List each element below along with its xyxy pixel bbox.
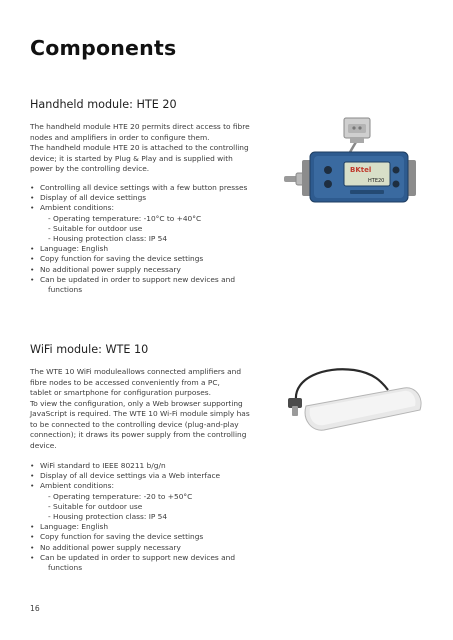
section-heading-hte20: Handheld module: HTE 20 [30, 98, 177, 111]
paragraph-line: device. [30, 440, 57, 450]
hte20-feature-list [30, 183, 280, 295]
device-brand-label: BKtel [350, 166, 372, 174]
section-heading-wte10: WiFi module: WTE 10 [30, 343, 149, 356]
list-item: • Can be updated in order to support new devices and [30, 275, 280, 285]
list-item: • Ambient conditions: [30, 481, 280, 491]
list-item: • Ambient conditions: [30, 203, 280, 213]
list-item: - Suitable for outdoor use [48, 223, 143, 233]
paragraph-line: JavaScript is required. The WTE 10 Wi-Fi module simply has [30, 409, 250, 418]
list-item: - Operating temperature: -20 to +50°C [48, 491, 193, 501]
list-item: • WiFi standard to IEEE 80211 b/g/n [30, 461, 280, 471]
page-number: 16 [30, 604, 40, 613]
list-item: • Controlling all device settings with a few button presses [30, 183, 280, 193]
wte10-device-image [284, 358, 434, 438]
list-item: • Copy function for saving the device settings [30, 532, 280, 542]
paragraph-line: to be connected to the controlling device (plug-and-play [30, 419, 239, 429]
list-item: • No additional power supply necessary [30, 543, 280, 553]
list-item: • Language: English [30, 244, 280, 254]
list-item: • No additional power supply necessary [30, 265, 280, 275]
paragraph-line: fibre nodes to be accessed conveniently from a PC, [30, 377, 220, 387]
page-title: Components [30, 36, 177, 60]
list-item: functions [48, 563, 83, 573]
paragraph-line: connection); it draws its power supply from the controlling [30, 430, 247, 439]
list-item: functions [48, 285, 83, 295]
list-item: - Operating temperature: -10°C to +40°C [48, 213, 202, 223]
list-item: • Can be updated in order to support new devices and [30, 553, 280, 563]
list-item: • Display of all device settings [30, 193, 280, 203]
list-item: • Display of all device settings via a Web interface [30, 471, 280, 481]
paragraph-line: To view the configuration, only a Web browser supporting [30, 398, 243, 408]
paragraph-line: The WTE 10 WiFi moduleallows connected amplifiers and [30, 367, 242, 376]
list-item: - Suitable for outdoor use [48, 501, 143, 511]
list-item: • Copy function for saving the device settings [30, 254, 280, 264]
list-item: - Housing protection class: IP 54 [48, 234, 168, 244]
paragraph-line: The handheld module HTE 20 permits direct access to fibre [30, 122, 250, 131]
device-model-label: HTE20 [368, 178, 385, 184]
wte10-feature-list [30, 461, 280, 573]
hte20-device-image [284, 112, 434, 212]
wte10-description [30, 367, 282, 451]
list-item: • Language: English [30, 522, 280, 532]
paragraph-line: The handheld module HTE 20 is attached to the controlling [30, 143, 249, 152]
paragraph-line: nodes and amplifiers in order to configure them. [30, 132, 210, 142]
paragraph-line: tablet or smartphone for configuration purposes. [30, 388, 211, 397]
hte20-description [30, 122, 282, 175]
paragraph-line: device; it is started by Plug & Play and is supplied with [30, 153, 233, 163]
list-item: - Housing protection class: IP 54 [48, 512, 168, 522]
paragraph-line: power by the controlling device. [30, 164, 150, 173]
